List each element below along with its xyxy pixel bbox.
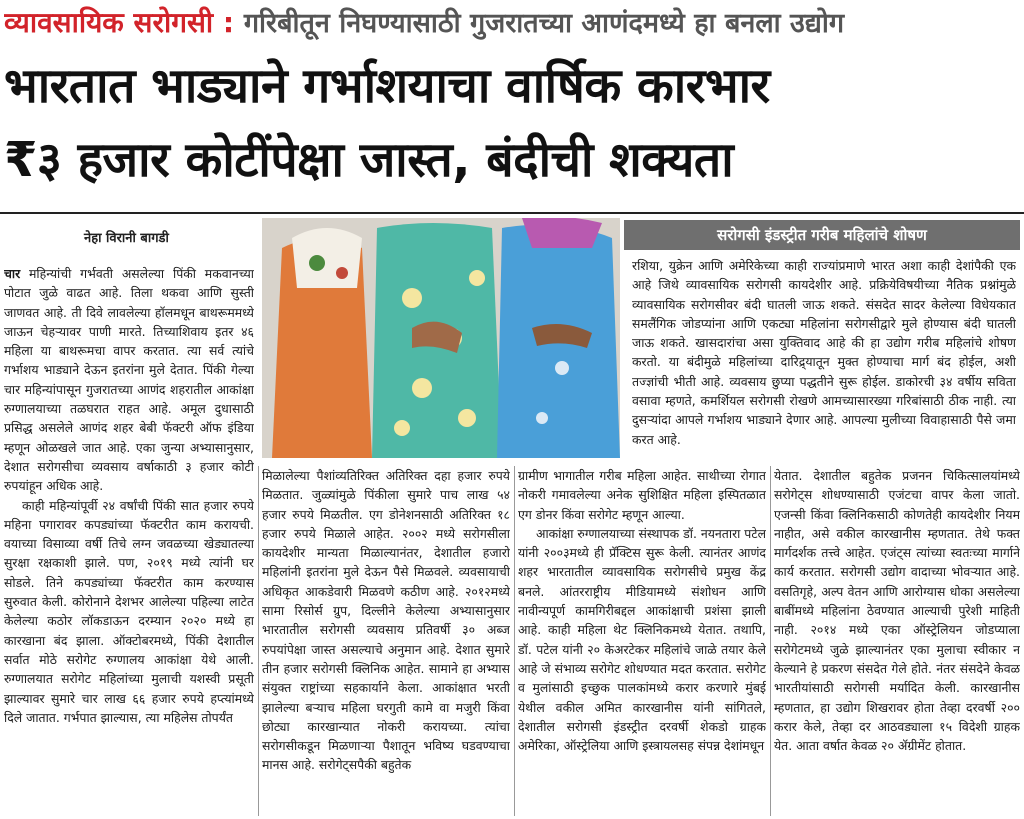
column-1-paragraph-2: काही महिन्यांपूर्वी २४ वर्षांची पिंकी सात हजार रुपये महिना पगारावर कपड्यांच्या फॅक्टरीत काम करायची. वयाच्या विसाव्या वर्षी तिचे लग्न जवळच्या खेड्यातल्या सुरक्षा रक्षकाशी झाले. पण, २०१९ मध्ये त्यांनी घर सोडले. तिने कपड्यांच्या फॅक्टरीत काम करण्यास सुरुवात केली. कोरोनाने देशभर आलेल्या पहिल्या लाटेत केलेल्या कठोर लॉकडाऊन दरम्यान २०२० मध्ये हा कारखाना बंद झाला. ऑक्टोबरमध्ये, पिंकी देशातील सर्वात मोठे सरोगेट रुग्णालय आकांक्षा येथे आली. रुग्णालयात सरोगेट महिलांच्या मुलाची यशस्वी प्रसूती झाल्यावर सुमारे चार लाख ६६ हजार रुपये हप्त्यांमध्ये दिले जातात. गर्भपात झाल्यास, त्या महिलेस तोपर्यंत: [4, 497, 254, 725]
column-3-paragraph-1: ग्रामीण भागातील गरीब महिला आहेत. साथीच्या रोगात नोकरी गमावलेल्या अनेक सुशिक्षित महिला इस्पितळात एग डोनर किंवा सरोगेट म्हणून आल्या.: [518, 468, 766, 522]
kicker-text: गरिबीतून निघण्यासाठी गुजरातच्या आणंदमध्ये हा बनला उद्योग: [243, 8, 845, 39]
column-1: [4, 264, 254, 816]
sidebar-body: रशिया, युक्रेन आणि अमेरिकेच्या काही राज्यांप्रमाणे भारत अशा काही देशांपैकी एक आहे जिथे व्यावसायिक सरोगसी कायदेशीर आहे. प्रक्रियेविषयीच्या नैतिक प्रश्नांमुळे व्यावसायिक सरोगसीवर बंदी घातली जाऊ शकते. संसदेत सादर केलेल्या विधेयकात समलैंगिक जोडप्यांना आणि एकट्या महिलांना सरोगसीद्वारे मुले होण्यास बंदी घातली जाऊ शकते. खासदारांचा असा युक्तिवाद आहे की हा उद्योग गरीब महिलांचे शोषण करतो. या बंदीमुळे महिलांच्या दारिद्र्यातून मुक्त होण्याचा मार्ग बंद होईल, अशी तज्ज्ञांची भीती आहे. व्यवसाय छुप्या पद्धतीने सुरू होईल. डाकोरची ३४ वर्षीय सविता वसावा म्हणते, कमर्शियल सरोगसी रोखणे आमच्यासारख्या गरिबांसाठी ठीक नाही. त्या दुसऱ्यांदा आपले गर्भाशय भाड्याने देणार आहे. आपल्या मुलीच्या विवाहासाठी पैसे जमा करत आहे.: [632, 258, 1016, 447]
headline-line-2: ₹३ हजार कोटींपेक्षा जास्त, बंदीची शक्यता: [4, 132, 734, 188]
column-1-paragraph-1: महिन्यांची गर्भवती असलेल्या पिंकी मकवानच्या पोटात जुळे वाढत आहे. तिला थकवा आणि सुस्ती जाणवत आहे. ती दिवे लावलेल्या हॉलमधून बाथरूममध्ये जाऊन चेहऱ्यावर पाणी मारते. तिच्याशिवाय इतर ४६ महिला या बाथरूमचा वापर करतात. त्या सर्व त्यांचे गर्भाशय भाड्याने देऊन इतरांना मुले देतात. पिंकी गेल्या चार महिन्यांपासून गुजरातच्या आणंद शहरातील आकांक्षा रुग्णालयाच्या तळघरात राहत आहे. अमूल दुधासाठी प्रसिद्ध असलेले आणंद शहर बेबी फॅक्टरी ऑफ इंडिया म्हणून ओळखले जात आहे. एका जुन्या अभ्यासानुसार, देशात सरोगसीचा व्यवसाय वर्षाकाठी ३ हजार कोटी रुपयांहून अधिक आहे.: [4, 266, 254, 494]
column-divider: [770, 466, 771, 816]
headline-line-1: भारतात भाड्याने गर्भाशयाचा वार्षिक कारभार: [4, 58, 770, 114]
headline-rule: [0, 212, 1024, 214]
column-3-paragraph-2: आकांक्षा रुग्णालयाच्या संस्थापक डॉ. नयनतारा पटेल यांनी २००३मध्ये ही प्रॅक्टिस सुरू केली. त्यानंतर आणंद शहर भारतातील व्यावसायिक सरोगसीचे प्रमुख केंद्र बनले. आंतरराष्ट्रीय मीडियामध्ये संशोधन आणि नावीन्यपूर्ण कामगिरीबद्दल आकांक्षाची प्रशंसा झाली आहे. काही महिला थेट क्लिनिकमध्ये येतात. तथापि, डॉ. पटेल यांनी २० केअरटेकर महिलांचे जाळे तयार केले आहे जे संभाव्य सरोगेट शोधण्यात मदत करतात. सरोगेट व मुलांसाठी इच्छुक पालकांमध्ये करार करणारे मुंबई येथील वकील अमित कारखानीस यांनी सांगितले, देशातील सरोगसी इंडस्ट्रीत दरवर्षी शेकडो ग्राहक अमेरिका, ऑस्ट्रेलिया आणि इस्त्रायलसह संपन्न देशांमधून: [518, 525, 766, 754]
byline: नेहा विरानी बागडी: [84, 231, 169, 246]
photo-pregnant-women: [262, 218, 620, 458]
column-3: [518, 466, 766, 816]
photo-illustration: [262, 218, 620, 458]
kicker-label: व्यावसायिक सरोगसी :: [4, 6, 235, 39]
column-4-text: येतात. देशातील बहुतेक प्रजनन चिकित्सालयांमध्ये सरोगेट्स शोधण्यासाठी एजंटचा वापर केला जातो. एजन्सी किंवा क्लिनिकसाठी कोणतेही कायदेशीर नियम नाहीत, असे वकील कारखानीस म्हणतात. तेथे फक्त मार्गदर्शक तत्त्वे आहेत. एजंट्स त्यांच्या स्वतःच्या मार्गाने कार्य करतात. सरोगसी उद्योग वादाच्या भोवऱ्यात आहे. वसतिगृहे, अल्प वेतन आणि आरोग्यास धोका असलेल्या बाबींमध्ये महिलांना ठेवण्यात आल्याची पुरेशी माहिती नाही. २०१४ मध्ये एका ऑस्ट्रेलियन जोडप्याला सरोगेटमध्ये जुळे झाल्यानंतर एका मुलाचा स्वीकार न केल्याने हे प्रकरण संसदेत गेले होते. नंतर संसदेने केवळ भारतीयांसाठी सरोगसी मर्यादित केली. कारखानीस म्हणतात, हा उद्योग शिखरावर होता तेव्हा दरवर्षी २०० करार केले, तेव्हा दर आठवड्याला १५ विदेशी ग्राहक येत. आता वर्षात केवळ २० ॲग्रीमेंट होतात.: [774, 468, 1020, 754]
kicker: [4, 2, 1020, 44]
lead-word: चार: [4, 266, 21, 281]
column-divider: [514, 466, 515, 816]
column-divider: [258, 466, 259, 816]
sidebar-heading: सरोगसी इंडस्ट्रीत गरीब महिलांचे शोषण: [624, 220, 1020, 250]
column-2: [262, 466, 510, 816]
column-2-text: मिळालेल्या पैशांव्यतिरिक्त अतिरिक्त दहा हजार रुपये मिळतात. जुळ्यांमुळे पिंकीला सुमारे पाच लाख ५४ हजार रुपये मिळतील. एग डोनेशनसाठी अतिरिक्त १८ हजार रुपये मिळाले आहेत. २००२ मध्ये सरोगसीला कायदेशीर मान्यता मिळाल्यानंतर, देशातील हजारो महिलांनी इतरांना मुले देऊन पैसे मिळवले. व्यवसायाची अधिकृत आकडेवारी मिळवणे कठीण आहे. २०१२मध्ये सामा रिसोर्स ग्रुप, दिल्लीने केलेल्या अभ्यासानुसार भारतातील सरोगसी व्यवसाय प्रतिवर्षी ३० अब्ज रुपयांपेक्षा जास्त असल्याचे अनुमान आहे. देशात सुमारे तीन हजार सरोगसी क्लिनिक आहेत. सामाने हा अभ्यास संयुक्त राष्ट्रांच्या सहकार्याने केला. आकांक्षात भरती झालेल्या बऱ्याच महिला घरगुती कामे वा मजुरी किंवा छोट्या कारखान्यात नोकरी करायच्या. त्यांचा सरोगसीकडून मिळणाऱ्या पैशातून भविष्य घडवण्याचा मानस आहे. सरोगेट्सपैकी बहुतेक: [262, 468, 510, 773]
column-4: [774, 466, 1020, 816]
